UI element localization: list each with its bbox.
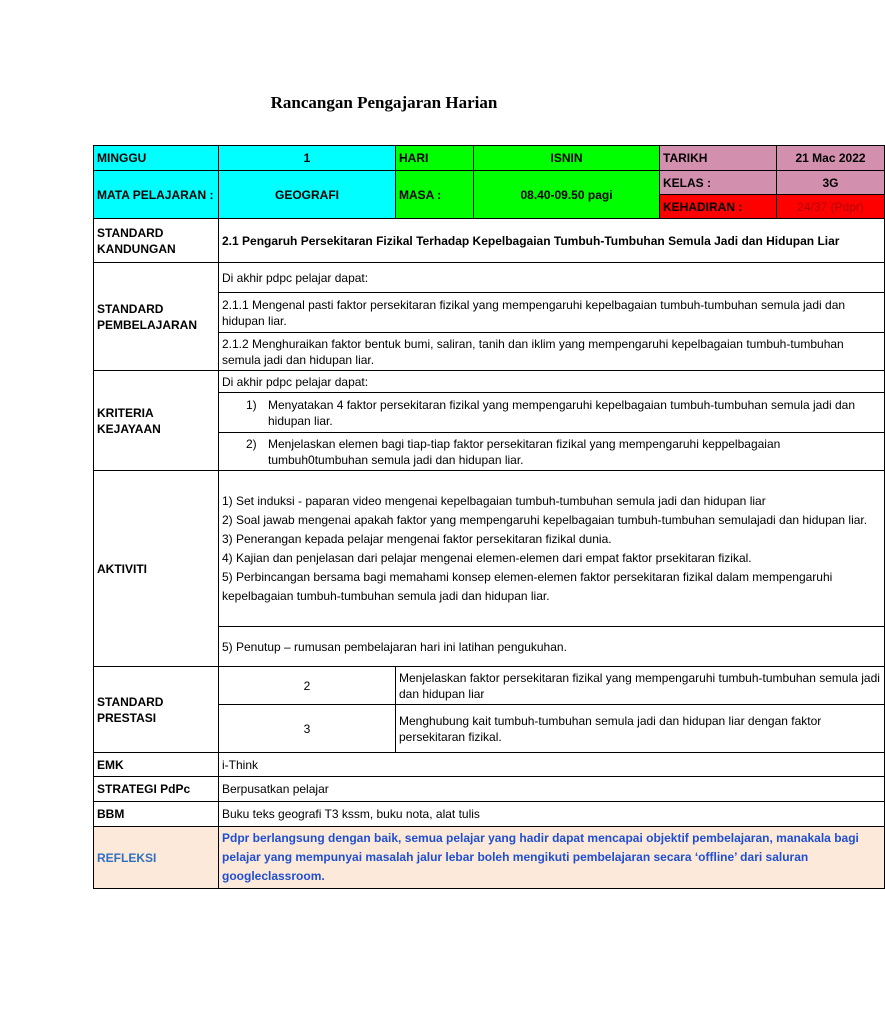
- kriteria-kejayaan-label: KRITERIA KEJAYAAN: [94, 371, 219, 471]
- refleksi-text: Pdpr berlangsung dengan baik, semua pelajar yang hadir dapat mencapai objektif pembelajaran, manakala bagi pelajar yang mempunyai masalah jalur lebar boleh mengikuti pembelajaran secara ‘offline’ dari saluran googleclassroom.: [219, 827, 885, 889]
- prestasi-level: 3: [219, 705, 396, 753]
- standard-pembelajaran-label: STANDARD PEMBELAJARAN: [94, 263, 219, 371]
- emk-value: i-Think: [219, 753, 885, 777]
- strategi-label: STRATEGI PdPc: [94, 777, 219, 802]
- kelas-value: 3G: [777, 171, 885, 195]
- masa-label: MASA :: [396, 171, 474, 219]
- standard-kandungan-label: STANDARD KANDUNGAN: [94, 219, 219, 263]
- bbm-label: BBM: [94, 802, 219, 827]
- standard-kandungan-text: 2.1 Pengaruh Persekitaran Fizikal Terhadap Kepelbagaian Tumbuh-Tumbuhan Semula Jadi dan Hidupan Liar: [219, 219, 885, 263]
- aktiviti-item: 1) Set induksi - paparan video mengenai kepelbagaian tumbuh-tumbuhan semula jadi dan hidupan liar: [222, 493, 766, 508]
- kriteria-item-text: Menyatakan 4 faktor persekitaran fizikal yang mempengaruhi kepelbagaian tumbuh-tumbuhan semula jadi dan hidupan liar.: [268, 397, 856, 428]
- minggu-label: MINGGU: [94, 146, 219, 171]
- kehadiran-label: KEHADIRAN :: [660, 195, 777, 219]
- prestasi-text: Menghubung kait tumbuh-tumbuhan semula jadi dan hidupan liar dengan faktor persekitaran fizikal.: [396, 705, 885, 753]
- emk-label: EMK: [94, 753, 219, 777]
- kriteria-item-text: Menjelaskan elemen bagi tiap-tiap faktor persekitaran fizikal yang mempengaruhi keppelbagaian tumbuh0tumbuhan semula jadi dan hidupan liar.: [268, 436, 781, 467]
- aktiviti-item: 2) Soal jawab mengenai apakah faktor yang mempengaruhi kepelbagaian tumbuh-tumbuhan semulajadi dan hidupan liar.: [222, 512, 868, 527]
- page-title: Rancangan Pengajaran Harian: [270, 93, 498, 112]
- strategi-value: Berpusatkan pelajar: [219, 777, 885, 802]
- standard-pembelajaran-item: 2.1.1 Mengenal pasti faktor persekitaran fizikal yang mempengaruhi kepelbagaian tumbuh-tumbuhan semula jadi dan hidupan liar.: [219, 293, 885, 333]
- aktiviti-item: 3) Penerangan kepada pelajar mengenai faktor persekitaran fizikal dunia.: [222, 531, 612, 546]
- hari-value: ISNIN: [474, 146, 660, 171]
- kriteria-item-number: 1): [246, 397, 257, 412]
- kehadiran-value: 24/37 (Pdpr): [777, 195, 885, 219]
- bbm-value: Buku teks geografi T3 kssm, buku nota, alat tulis: [219, 802, 885, 827]
- kelas-label: KELAS :: [660, 171, 777, 195]
- minggu-value: 1: [219, 146, 396, 171]
- tarikh-value: 21 Mac 2022: [777, 146, 885, 171]
- kriteria-item: [219, 393, 885, 433]
- aktiviti-penutup: 5) Penutup – rumusan pembelajaran hari ini latihan pengukuhan.: [219, 627, 885, 667]
- aktiviti-list: [219, 471, 885, 627]
- refleksi-label: REFLEKSI: [94, 827, 219, 889]
- hari-label: HARI: [396, 146, 474, 171]
- aktiviti-item: 5) Perbincangan bersama bagi memahami konsep elemen-elemen faktor persekitaran fizikal dalam mempengaruhi kepelbagaian tumbuh-tumbuhan semula jadi dan hidupan liar.: [222, 569, 833, 603]
- aktiviti-label: AKTIVITI: [94, 471, 219, 667]
- standard-pembelajaran-intro: Di akhir pdpc pelajar dapat:: [219, 263, 885, 293]
- standard-prestasi-label: STANDARD PRESTASI: [94, 667, 219, 753]
- kriteria-kejayaan-intro: Di akhir pdpc pelajar dapat:: [219, 371, 885, 393]
- mata-pelajaran-value: GEOGRAFI: [219, 171, 396, 219]
- kriteria-item: [219, 433, 885, 471]
- lesson-plan-table: [93, 145, 885, 889]
- kriteria-item-number: 2): [246, 436, 257, 451]
- aktiviti-item: 4) Kajian dan penjelasan dari pelajar mengenai elemen-elemen dari empat faktor prsekitaran fizikal.: [222, 550, 752, 565]
- mata-pelajaran-label: MATA PELAJARAN :: [94, 171, 219, 219]
- standard-pembelajaran-item: 2.1.2 Menghuraikan faktor bentuk bumi, saliran, tanih dan iklim yang mempengaruhi kepelbagaian tumbuh-tumbuhan semula jadi dan hidupan liar.: [219, 333, 885, 371]
- masa-value: 08.40-09.50 pagi: [474, 171, 660, 219]
- prestasi-level: 2: [219, 667, 396, 705]
- prestasi-text: Menjelaskan faktor persekitaran fizikal yang mempengaruhi tumbuh-tumbuhan semula jadi dan hidupan liar: [396, 667, 885, 705]
- tarikh-label: TARIKH: [660, 146, 777, 171]
